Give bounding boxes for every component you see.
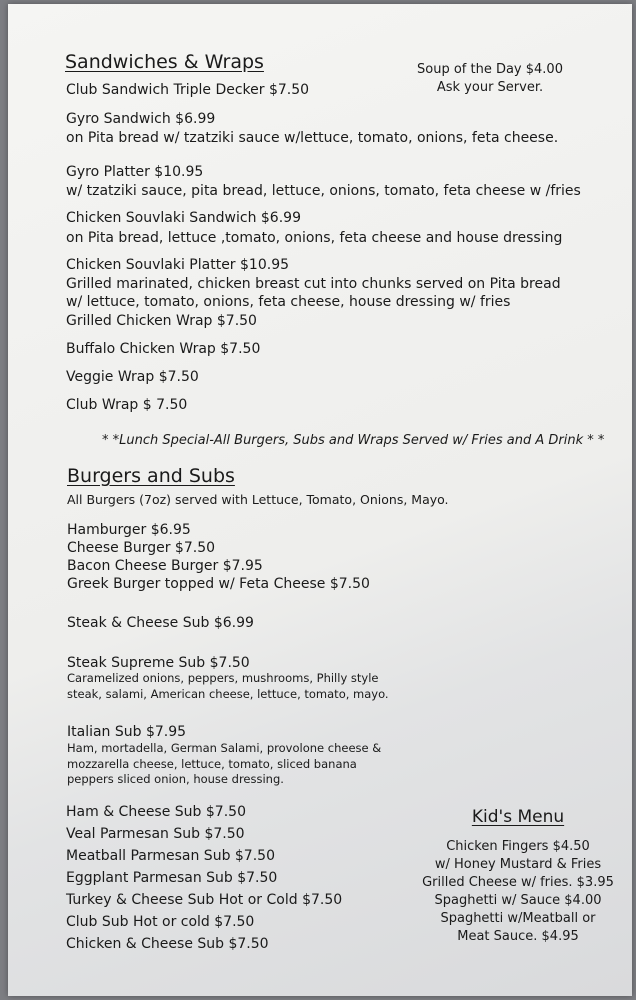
burgers-heading: Burgers and Subs bbox=[67, 465, 235, 487]
soup-of-the-day: Soup of the Day $4.00 bbox=[417, 62, 563, 77]
menu-item-hamburger: Hamburger $6.95 bbox=[67, 522, 191, 538]
menu-item-italian-desc: Ham, mortadella, German Salami, provolone cheese & mozzarella cheese, lettuce, tomato, sliced banana peppers sliced onion, house dressing. bbox=[67, 741, 382, 786]
menu-item-souvlaki-platter-desc2: w/ lettuce, tomato, onions, feta cheese, house dressing w/ fries bbox=[66, 294, 511, 310]
menu-item-gyro-platter: Gyro Platter $10.95 bbox=[66, 164, 204, 180]
menu-item-ham-cheese-sub: Ham & Cheese Sub $7.50 bbox=[66, 804, 246, 820]
menu-item-club-wrap: Club Wrap $ 7.50 bbox=[66, 397, 188, 413]
menu-item-veal-parm-sub: Veal Parmesan Sub $7.50 bbox=[66, 826, 245, 842]
menu-item-greek-burger: Greek Burger topped w/ Feta Cheese $7.50 bbox=[67, 576, 370, 592]
menu-item-souvlaki-sandwich-desc: on Pita bread, lettuce ,tomato, onions, feta cheese and house dressing bbox=[66, 230, 563, 246]
menu-item-gyro-sandwich: Gyro Sandwich $6.99 bbox=[66, 111, 216, 127]
menu-item-souvlaki-platter-desc1: Grilled marinated, chicken breast cut into chunks served on Pita bread bbox=[66, 276, 561, 292]
menu-item-chicken-cheese-sub: Chicken & Cheese Sub $7.50 bbox=[66, 936, 269, 952]
soup-ask-server: Ask your Server. bbox=[436, 80, 544, 95]
menu-item-turkey-cheese-sub: Turkey & Cheese Sub Hot or Cold $7.50 bbox=[66, 892, 343, 908]
menu-item-club-triple: Club Sandwich Triple Decker $7.50 bbox=[66, 82, 310, 98]
menu-item-souvlaki-platter: Chicken Souvlaki Platter $10.95 bbox=[66, 257, 290, 273]
menu-item-grilled-wrap: Grilled Chicken Wrap $7.50 bbox=[66, 313, 257, 329]
kids-item-grilled-cheese: Grilled Cheese w/ fries. $3.95 bbox=[422, 875, 614, 890]
menu-item-meatball-parm-sub: Meatball Parmesan Sub $7.50 bbox=[66, 848, 275, 864]
kids-item-spaghetti-meatball-price: Meat Sauce. $4.95 bbox=[457, 929, 579, 944]
menu-item-veggie-wrap: Veggie Wrap $7.50 bbox=[66, 369, 199, 385]
menu-item-eggplant-parm-sub: Eggplant Parmesan Sub $7.50 bbox=[66, 870, 278, 886]
menu-item-club-sub: Club Sub Hot or cold $7.50 bbox=[66, 914, 255, 930]
menu-item-steak-supreme-sub: Steak Supreme Sub $7.50 bbox=[67, 655, 250, 671]
menu-item-cheese-burger: Cheese Burger $7.50 bbox=[67, 540, 216, 556]
menu-item-bacon-cheese-burger: Bacon Cheese Burger $7.95 bbox=[67, 558, 263, 574]
burgers-note: All Burgers (7oz) served with Lettuce, Tomato, Onions, Mayo. bbox=[67, 492, 449, 507]
kids-item-spaghetti-sauce: Spaghetti w/ Sauce $4.00 bbox=[434, 893, 602, 908]
kids-item-chicken-fingers: Chicken Fingers $4.50 bbox=[446, 839, 590, 854]
kids-item-spaghetti-meatball: Spaghetti w/Meatball or bbox=[440, 911, 596, 926]
sandwiches-heading: Sandwiches & Wraps bbox=[65, 51, 264, 73]
menu-item-italian-sub: Italian Sub $7.95 bbox=[67, 724, 187, 740]
kids-item-chicken-fingers-desc: w/ Honey Mustard & Fries bbox=[434, 857, 602, 872]
menu-item-steak-cheese-sub: Steak & Cheese Sub $6.99 bbox=[67, 615, 254, 631]
kids-menu bbox=[420, 806, 616, 946]
menu-item-steak-supreme-desc: Caramelized onions, peppers, mushrooms, Philly style steak, salami, American cheese, lettuce, tomato, mayo. bbox=[67, 671, 389, 701]
menu-item-souvlaki-sandwich: Chicken Souvlaki Sandwich $6.99 bbox=[66, 210, 301, 226]
menu-item-buffalo-wrap: Buffalo Chicken Wrap $7.50 bbox=[66, 341, 261, 357]
menu-item-gyro-sandwich-desc: on Pita bread w/ tzatziki sauce w/lettuce, tomato, onions, feta cheese. bbox=[66, 130, 559, 146]
menu-item-gyro-platter-desc: w/ tzatziki sauce, pita bread, lettuce, onions, tomato, feta cheese w /fries bbox=[66, 183, 581, 199]
lunch-special-note: * *Lunch Special-All Burgers, Subs and Wraps Served w/ Fries and A Drink * * bbox=[102, 433, 605, 448]
kids-menu-heading: Kid's Menu bbox=[471, 807, 565, 827]
